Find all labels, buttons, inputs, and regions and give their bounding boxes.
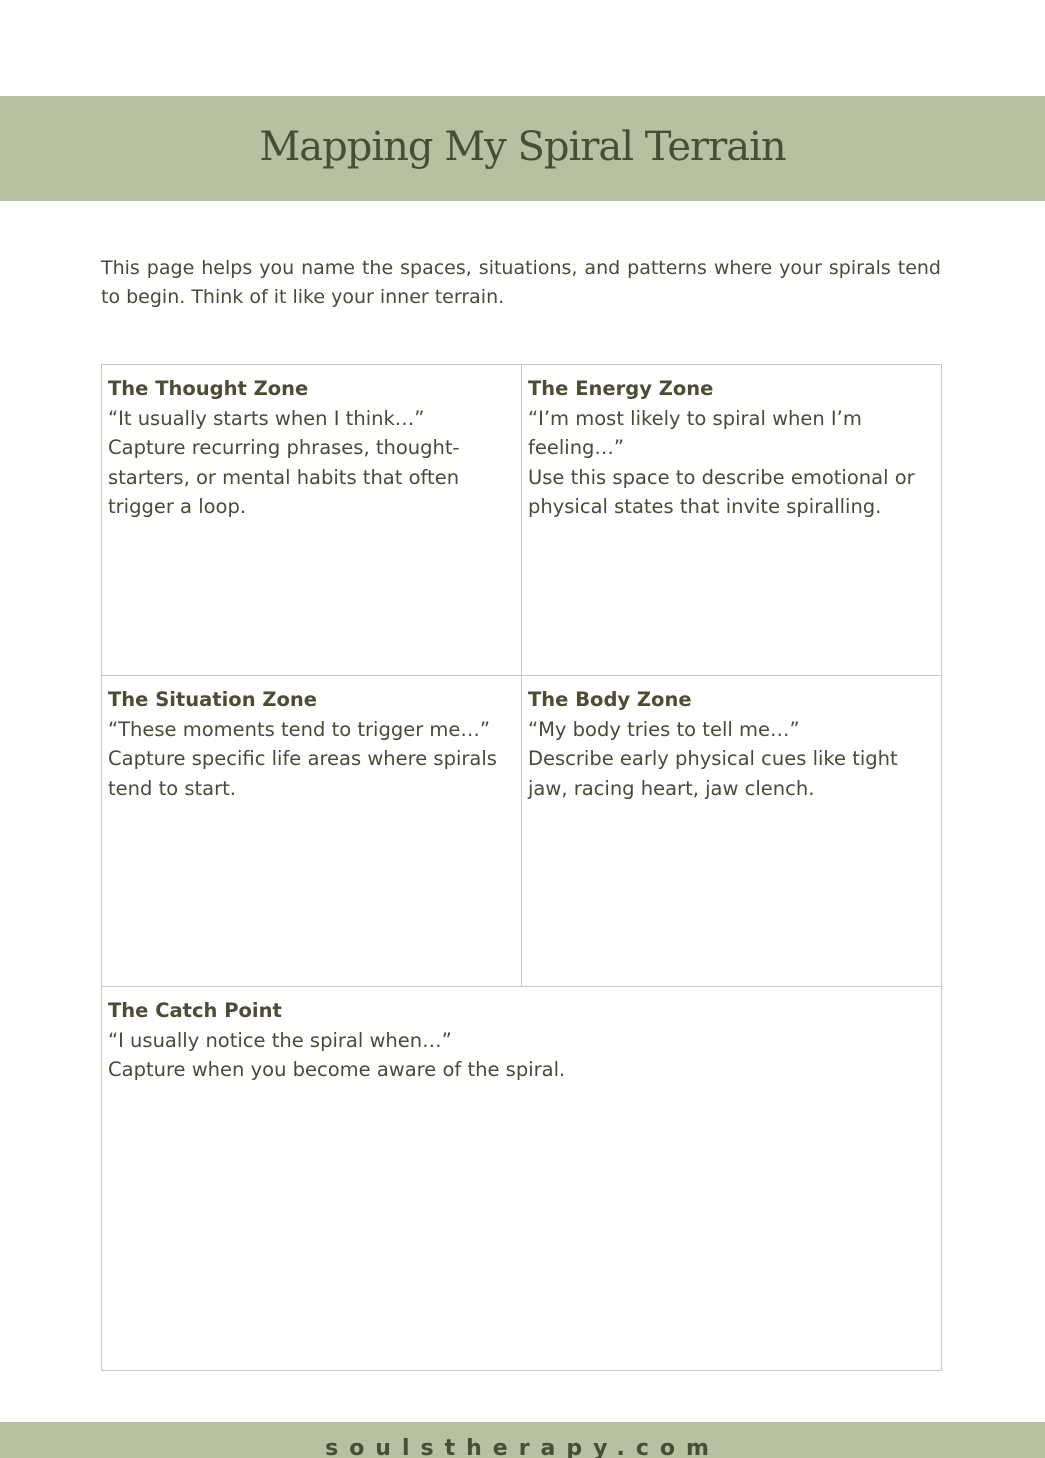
thought-zone-heading: The Thought Zone	[108, 377, 309, 400]
thought-zone-description: Capture recurring phrases, thought-starters, or mental habits that often trigger a loop.	[108, 436, 460, 518]
situation-zone-heading: The Situation Zone	[108, 688, 318, 711]
energy-zone-heading: The Energy Zone	[528, 377, 714, 400]
energy-zone-description: Use this space to describe emotional or physical states that invite spiralling.	[528, 465, 915, 518]
situation-zone-cell[interactable]	[102, 676, 522, 987]
body-zone-prompt: “My body tries to tell me…”	[528, 717, 800, 741]
catch-point-prompt: “I usually notice the spiral when…”	[108, 1028, 452, 1052]
body-zone-cell[interactable]	[522, 676, 941, 987]
terrain-grid	[101, 364, 942, 1371]
title-band	[0, 96, 1045, 201]
footer-band	[0, 1422, 1045, 1458]
catch-point-cell[interactable]	[102, 987, 941, 1370]
energy-zone-cell[interactable]	[522, 365, 941, 676]
situation-zone-description: Capture specific life areas where spirals tend to start.	[108, 747, 497, 800]
catch-point-heading: The Catch Point	[108, 999, 282, 1022]
intro-paragraph: This page helps you name the spaces, situations, and patterns where your spirals tend to begin. Think of it like your inner terrain.	[101, 257, 941, 308]
body-zone-heading: The Body Zone	[528, 688, 692, 711]
thought-zone-cell[interactable]	[102, 365, 522, 676]
energy-zone-prompt: “I’m most likely to spiral when I’m feeling…”	[528, 406, 862, 459]
thought-zone-prompt: “It usually starts when I think…”	[108, 406, 425, 430]
footer-website: soulstherapy.com	[325, 1436, 720, 1458]
page-title: Mapping My Spiral Terrain	[259, 123, 786, 170]
body-zone-description: Describe early physical cues like tight jaw, racing heart, jaw clench.	[528, 747, 898, 800]
situation-zone-prompt: “These moments tend to trigger me…”	[108, 717, 491, 741]
catch-point-description: Capture when you become aware of the spiral.	[108, 1058, 566, 1081]
